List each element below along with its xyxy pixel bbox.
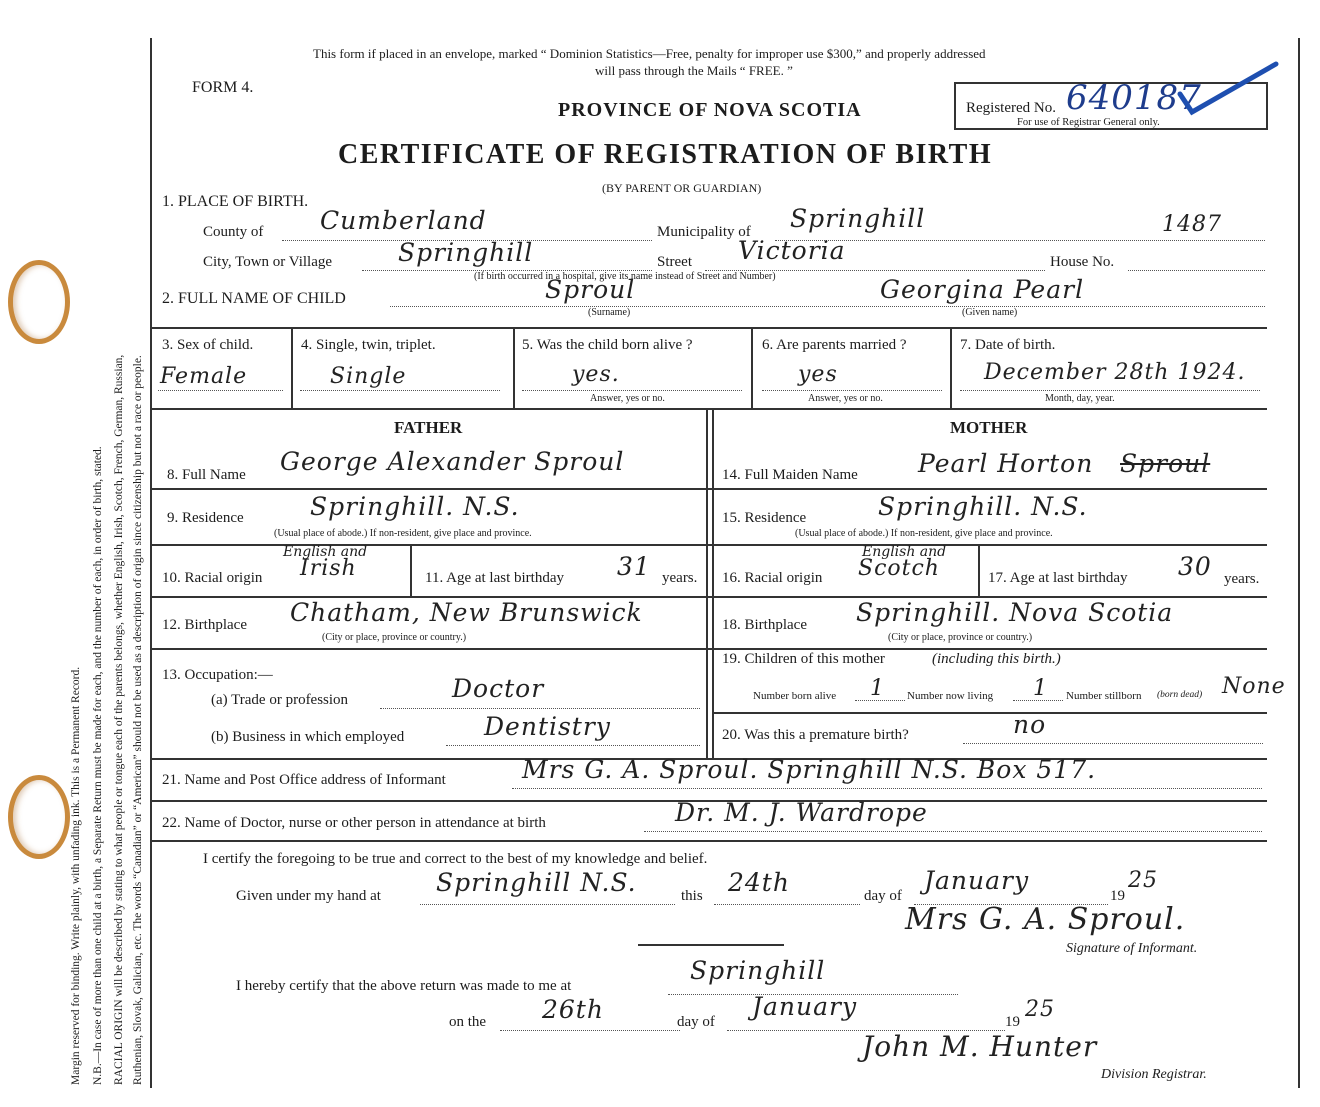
business-label: (b) Business in which employed bbox=[211, 729, 405, 745]
municipality-value: Springhill bbox=[790, 204, 926, 233]
surname-caption: (Surname) bbox=[588, 307, 631, 318]
certify-text: I certify the foregoing to be true and correct to the best of my knowledge and belief. bbox=[203, 851, 708, 867]
married-value: yes bbox=[798, 362, 838, 387]
mother-residence-value: Springhill. N.S. bbox=[878, 492, 1088, 521]
mother-age-value: 30 bbox=[1178, 552, 1212, 581]
stillborn-label: Number stillborn bbox=[1066, 690, 1142, 702]
father-age-unit: years. bbox=[662, 570, 698, 586]
sex-label: 3. Sex of child. bbox=[162, 337, 254, 353]
given-place: Springhill N.S. bbox=[436, 868, 637, 897]
informant-value: Mrs G. A. Sproul. Springhill N.S. Box 517. bbox=[522, 755, 1097, 784]
plurality-value: Single bbox=[330, 364, 407, 389]
father-heading: FATHER bbox=[394, 418, 463, 437]
registered-label: Registered No. bbox=[966, 100, 1056, 116]
certify-year-suffix: 25 bbox=[1128, 868, 1158, 893]
children-label: 19. Children of this mother bbox=[722, 651, 885, 667]
mother-racial-value: Scotch bbox=[858, 556, 940, 581]
children-note: (including this birth.) bbox=[932, 651, 1061, 667]
registered-note: For use of Registrar General only. bbox=[1017, 117, 1160, 128]
certify-day-of-label: day of bbox=[864, 888, 902, 904]
certify-month: January bbox=[924, 866, 1030, 895]
born-alive-count-label: Number born alive bbox=[753, 690, 837, 702]
informant-label: 21. Name and Post Office address of Informant bbox=[162, 772, 446, 788]
binding-hole-bottom bbox=[8, 775, 70, 859]
business-value: Dentistry bbox=[484, 712, 611, 741]
mother-birthplace-value: Springhill. Nova Scotia bbox=[856, 598, 1174, 627]
doctor-value: Dr. M. J. Wardrope bbox=[675, 798, 928, 827]
father-name-value: George Alexander Sproul bbox=[280, 447, 625, 476]
born-alive-caption: Answer, yes or no. bbox=[590, 393, 665, 404]
child-name-label: 2. FULL NAME OF CHILD bbox=[162, 290, 346, 307]
father-age-label: 11. Age at last birthday bbox=[425, 570, 564, 586]
father-age-value: 31 bbox=[617, 552, 651, 581]
stillborn-note: (born dead) bbox=[1157, 690, 1203, 700]
checkmark-icon bbox=[1176, 58, 1280, 125]
mother-heading: MOTHER bbox=[950, 418, 1028, 437]
child-surname: Sproul bbox=[545, 275, 636, 304]
father-residence-value: Springhill. N.S. bbox=[310, 492, 520, 521]
this-label: this bbox=[681, 888, 703, 904]
father-birthplace-caption: (City or place, province or country.) bbox=[322, 632, 467, 643]
father-birthplace-label: 12. Birthplace bbox=[162, 617, 247, 633]
certify-day: 24th bbox=[728, 868, 790, 897]
sex-value: Female bbox=[160, 364, 248, 389]
date-of-birth-caption: Month, day, year. bbox=[1045, 393, 1115, 404]
registrar-day-of-label: day of bbox=[677, 1014, 715, 1030]
plurality-label: 4. Single, twin, triplet. bbox=[301, 337, 436, 353]
registrar-signature-caption: Division Registrar. bbox=[1101, 1067, 1207, 1082]
certificate-title: CERTIFICATE OF REGISTRATION OF BIRTH bbox=[338, 139, 993, 170]
envelope-notice-line-2: will pass through the Mails “ FREE. ” bbox=[595, 63, 793, 78]
mother-name-value: Pearl Horton bbox=[918, 449, 1094, 478]
municipality-label: Municipality of bbox=[657, 224, 751, 240]
house-label: House No. bbox=[1050, 254, 1115, 270]
married-label: 6. Are parents married ? bbox=[762, 337, 907, 353]
father-residence-label: 9. Residence bbox=[167, 510, 244, 526]
house-number-value: 1487 bbox=[1162, 212, 1222, 237]
father-birthplace-value: Chatham, New Brunswick bbox=[290, 598, 643, 627]
frame-left bbox=[150, 38, 152, 1088]
father-racial-value: Irish bbox=[300, 556, 357, 581]
father-racial-label: 10. Racial origin bbox=[162, 570, 263, 586]
mother-name-struck: Sproul bbox=[1120, 449, 1211, 478]
mother-racial-label: 16. Racial origin bbox=[722, 570, 823, 586]
informant-signature-caption: Signature of Informant. bbox=[1066, 941, 1198, 956]
registrar-year-prefix: 19 bbox=[1005, 1014, 1020, 1030]
registrar-text: I hereby certify that the above return was made to me at bbox=[236, 978, 572, 994]
premature-value: no bbox=[1013, 710, 1047, 739]
mother-birthplace-label: 18. Birthplace bbox=[722, 617, 807, 633]
given-label: Given under my hand at bbox=[236, 888, 381, 904]
street-note: (If birth occurred in a hospital, give its name instead of Street and Number) bbox=[474, 271, 776, 282]
certificate-subtitle: (BY PARENT OR GUARDIAN) bbox=[602, 181, 762, 195]
living-count: 1 bbox=[1033, 676, 1048, 701]
premature-label: 20. Was this a premature birth? bbox=[722, 727, 909, 743]
mother-residence-caption: (Usual place of abode.) If non-resident, give place and province. bbox=[795, 528, 1053, 539]
margin-note-racial-1: RACIAL ORIGIN will be described by stating to what people or tongue each of the parents belongs, whether English, Irish, Scotch, French, German, Russian, bbox=[113, 354, 125, 1085]
date-of-birth-value: December 28th 1924. bbox=[984, 360, 1246, 385]
registrar-place: Springhill bbox=[690, 956, 826, 985]
born-alive-value: yes. bbox=[572, 362, 620, 387]
mother-age-unit: years. bbox=[1224, 571, 1260, 587]
mother-birthplace-caption: (City or place, province or country.) bbox=[888, 632, 1033, 643]
date-of-birth-label: 7. Date of birth. bbox=[960, 337, 1056, 353]
city-label: City, Town or Village bbox=[203, 254, 333, 270]
registrar-year-suffix: 25 bbox=[1025, 997, 1055, 1022]
registrar-day: 26th bbox=[542, 995, 604, 1024]
mother-name-label: 14. Full Maiden Name bbox=[722, 467, 858, 483]
frame-right bbox=[1298, 38, 1300, 1088]
street-value: Victoria bbox=[738, 236, 846, 265]
form-number: FORM 4. bbox=[192, 79, 254, 96]
envelope-notice-line-1: This form if placed in an envelope, marked “ Dominion Statistics—Free, penalty for improper use $300,” and properly addressed bbox=[313, 46, 986, 61]
married-caption: Answer, yes or no. bbox=[808, 393, 883, 404]
born-alive-count: 1 bbox=[870, 676, 885, 701]
binding-hole-top bbox=[8, 260, 70, 344]
street-label: Street bbox=[657, 254, 692, 270]
born-alive-label: 5. Was the child born alive ? bbox=[522, 337, 693, 353]
occupation-label: 13. Occupation:— bbox=[162, 667, 273, 683]
trade-label: (a) Trade or profession bbox=[211, 692, 349, 708]
margin-note-binding: Margin reserved for binding. Write plainly, with unfading ink. This is a Permanent Record. bbox=[70, 666, 82, 1085]
informant-signature: Mrs G. A. Sproul. bbox=[905, 902, 1186, 937]
county-label: County of bbox=[203, 224, 264, 240]
county-value: Cumberland bbox=[320, 206, 487, 235]
registered-number: 640187 bbox=[1066, 78, 1202, 118]
father-name-label: 8. Full Name bbox=[167, 467, 246, 483]
registrar-signature: John M. Hunter bbox=[862, 1030, 1098, 1063]
mother-residence-label: 15. Residence bbox=[722, 510, 807, 526]
mother-racial-top: English and bbox=[862, 544, 947, 560]
father-racial-top: English and bbox=[283, 544, 368, 560]
father-residence-caption: (Usual place of abode.) If non-resident, give place and province. bbox=[274, 528, 532, 539]
place-heading: 1. PLACE OF BIRTH. bbox=[162, 193, 309, 210]
city-value: Springhill bbox=[398, 238, 534, 267]
child-given-name: Georgina Pearl bbox=[880, 275, 1085, 304]
trade-value: Doctor bbox=[452, 674, 545, 703]
certify-year-prefix: 19 bbox=[1110, 888, 1125, 904]
given-name-caption: (Given name) bbox=[962, 307, 1018, 318]
mother-age-label: 17. Age at last birthday bbox=[988, 570, 1128, 586]
registrar-on-label: on the bbox=[449, 1014, 487, 1030]
living-count-label: Number now living bbox=[907, 690, 994, 702]
margin-note-racial-2: Ruthenian, Slovak, Galician, etc. The words “Canadian” or “American” should not be used as a description of origin since citizenship but not a race or people. bbox=[132, 355, 144, 1085]
registrar-month: January bbox=[752, 992, 858, 1021]
margin-note-nb: N.B.—In case of more than one child at a birth, a Separate Return must be made for each, and the number of each, in order of birth, stated. bbox=[92, 446, 104, 1085]
stillborn-count: None bbox=[1222, 674, 1286, 699]
doctor-label: 22. Name of Doctor, nurse or other person in attendance at birth bbox=[162, 815, 546, 831]
province-heading: PROVINCE OF NOVA SCOTIA bbox=[558, 99, 862, 121]
